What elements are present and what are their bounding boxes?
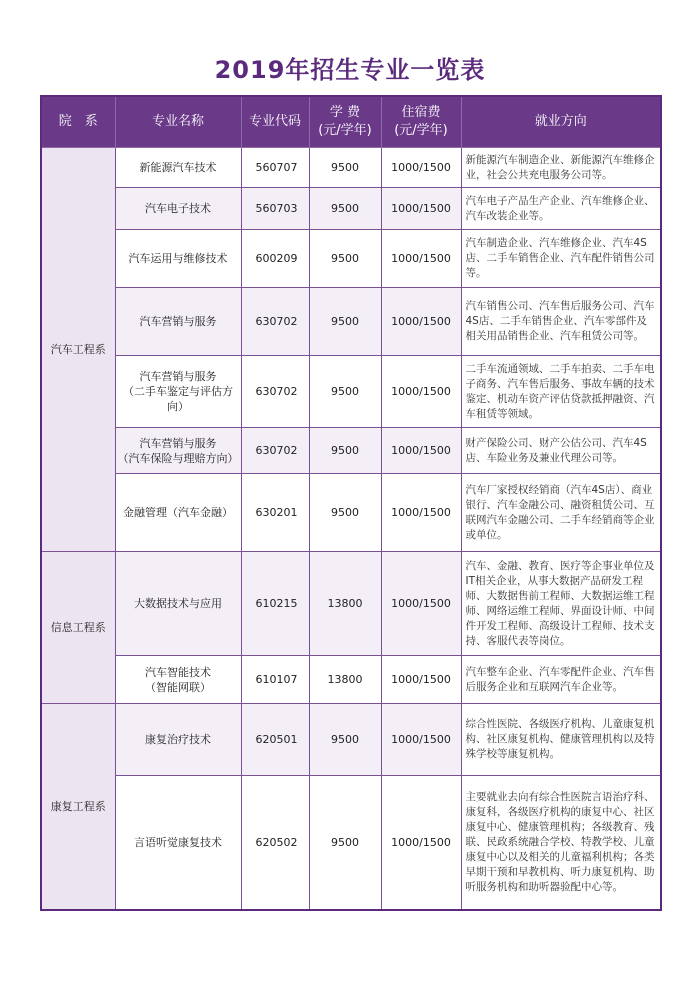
table-row [41,704,661,776]
dorm-fee: 1000/1500 [381,656,461,704]
dept-cell: 信息工程系 [41,552,115,704]
tuition-fee: 9500 [309,428,381,474]
dorm-fee: 1000/1500 [381,148,461,188]
dorm-fee: 1000/1500 [381,188,461,230]
major-code: 610215 [241,552,309,656]
tuition-fee: 9500 [309,230,381,288]
table-row [41,288,661,356]
table-row [41,776,661,910]
dorm-fee: 1000/1500 [381,704,461,776]
major-code: 630702 [241,288,309,356]
major-code: 560703 [241,188,309,230]
major-name: 汽车智能技术 （智能网联） [115,656,241,704]
major-code: 630201 [241,474,309,552]
tuition-fee: 13800 [309,552,381,656]
career-direction: 综合性医院、各级医疗机构、儿童康复机构、社区康复机构、健康管理机构以及特殊学校等康复机构。 [461,704,661,776]
majors-table [40,95,662,911]
dorm-fee: 1000/1500 [381,230,461,288]
tuition-fee: 9500 [309,356,381,428]
table-row [41,474,661,552]
career-direction: 二手车流通领域、二手车拍卖、二手车电子商务、汽车售后服务、事故车辆的技术鉴定、机动车资产评估贷款抵押融资、汽车租赁等领域。 [461,356,661,428]
major-name: 金融管理（汽车金融） [115,474,241,552]
career-direction: 新能源汽车制造企业、新能源汽车维修企业，社会公共充电服务公司等。 [461,148,661,188]
tuition-fee: 9500 [309,288,381,356]
dept-cell: 康复工程系 [41,704,115,910]
dorm-fee: 1000/1500 [381,474,461,552]
table-row [41,230,661,288]
major-code: 630702 [241,428,309,474]
career-direction: 汽车制造企业、汽车维修企业、汽车4S店、二手车销售企业、汽车配件销售公司等。 [461,230,661,288]
major-code: 560707 [241,148,309,188]
major-name: 康复治疗技术 [115,704,241,776]
table-row [41,552,661,656]
tuition-fee: 9500 [309,474,381,552]
career-direction: 汽车销售公司、汽车售后服务公司、汽车4S店、二手车销售企业、汽车零部件及相关用品销售企业、汽车租赁公司等。 [461,288,661,356]
header-dept: 院 系 [41,96,115,148]
header-direction: 就业方向 [461,96,661,148]
table-row [41,428,661,474]
tuition-fee: 9500 [309,776,381,910]
header-code: 专业代码 [241,96,309,148]
dorm-fee: 1000/1500 [381,288,461,356]
major-code: 610107 [241,656,309,704]
major-name: 汽车运用与维修技术 [115,230,241,288]
tuition-fee: 9500 [309,704,381,776]
career-direction: 主要就业去向有综合性医院言语治疗科、康复科，各级医疗机构的康复中心、社区康复中心、健康管理机构；各级教育、残联、民政系统融合学校、特教学校、儿童康复中心以及相关的儿童福利机构；各类早期干预和早教机构、听力康复机构、助听服务机构和助听器验配中心等。 [461,776,661,910]
career-direction: 汽车整车企业、汽车零配件企业、汽车售后服务企业和互联网汽车企业等。 [461,656,661,704]
major-code: 620501 [241,704,309,776]
table-row [41,656,661,704]
header-name: 专业名称 [115,96,241,148]
career-direction: 汽车电子产品生产企业、汽车维修企业、汽车改装企业等。 [461,188,661,230]
table-row [41,148,661,188]
major-name: 汽车电子技术 [115,188,241,230]
career-direction: 汽车厂家授权经销商（汽车4S店）、商业银行、汽车金融公司、融资租赁公司、互联网汽车金融公司、二手车经销商等企业或单位。 [461,474,661,552]
table-row [41,356,661,428]
table-header-row [41,96,661,148]
major-name: 言语听觉康复技术 [115,776,241,910]
header-dorm: 住宿费 (元/学年) [381,96,461,148]
major-name: 汽车营销与服务 （汽车保险与理赔方向） [115,428,241,474]
tuition-fee: 13800 [309,656,381,704]
major-code: 620502 [241,776,309,910]
career-direction: 财产保险公司、财产公估公司、汽车4S店、车险业务及兼业代理公司等。 [461,428,661,474]
major-name: 大数据技术与应用 [115,552,241,656]
major-code: 600209 [241,230,309,288]
dorm-fee: 1000/1500 [381,776,461,910]
dorm-fee: 1000/1500 [381,428,461,474]
career-direction: 汽车、金融、教育、医疗等企事业单位及IT相关企业，从事大数据产品研发工程师、大数据售前工程师、大数据运维工程师、网络运维工程师、界面设计师、中间件开发工程师、高级设计工程师、技术支持、客服代表等岗位。 [461,552,661,656]
tuition-fee: 9500 [309,148,381,188]
header-fee: 学 费 (元/学年) [309,96,381,148]
table-row [41,188,661,230]
tuition-fee: 9500 [309,188,381,230]
dept-cell: 汽车工程系 [41,148,115,552]
page-title: 2019年招生专业一览表 [214,56,486,84]
dorm-fee: 1000/1500 [381,552,461,656]
major-name: 新能源汽车技术 [115,148,241,188]
dorm-fee: 1000/1500 [381,356,461,428]
major-name: 汽车营销与服务 [115,288,241,356]
major-code: 630702 [241,356,309,428]
major-name: 汽车营销与服务 （二手车鉴定与评估方向） [115,356,241,428]
